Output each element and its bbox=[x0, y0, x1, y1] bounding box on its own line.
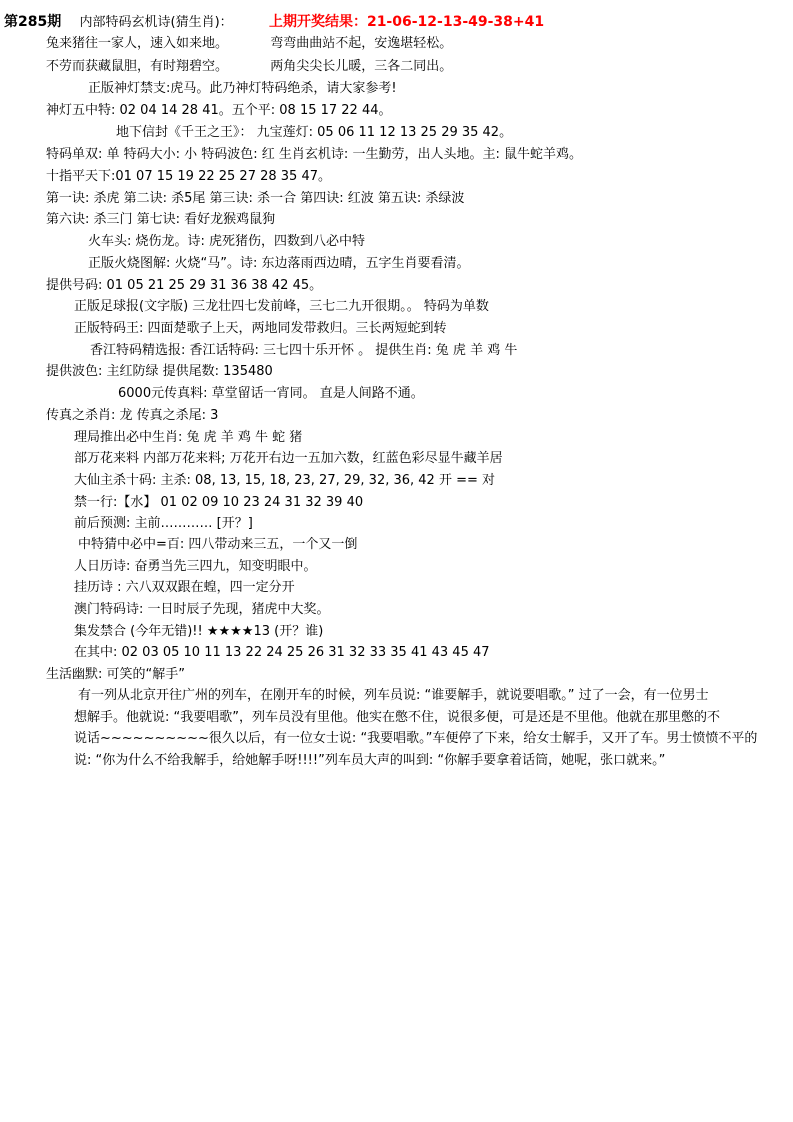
humor-line-1: 有一列从北京开往广州的列车，在刚开车的时候，列车员说: “谁要解手，就说要唱歌。” 过了一会，有一位男士 bbox=[78, 688, 709, 703]
shendeng-forbidden: 正版神灯禁支:虎马。此乃神灯特码绝杀，请大家参考! bbox=[88, 81, 397, 96]
front-back-prediction: 前后预测: 主前………… [开？] bbox=[74, 516, 253, 531]
forbidden-row: 禁一行:【水】 01 02 09 10 23 24 31 32 39 40 bbox=[74, 495, 364, 510]
poem-line-1 bbox=[46, 34, 452, 54]
macau-poem: 澳门特码诗: 一日时辰子先现，猪虎中大奖。 bbox=[74, 602, 330, 617]
poem-line-2-b: 两角尖尖长儿暖，三各二同出。 bbox=[270, 59, 453, 74]
provided-numbers: 提供号码: 01 05 21 25 29 31 36 38 42 45。 bbox=[46, 278, 323, 293]
poem-line-2-a: 不劳而获藏鼠胆，有时翔碧空。 bbox=[46, 59, 229, 74]
fire-diagram: 正版火烧图解: 火烧“马”。诗: 东边落雨西边晴，五字生肖要看清。 bbox=[88, 256, 470, 271]
fax-kill: 传真之杀肖: 龙 传真之杀尾: 3 bbox=[46, 408, 219, 423]
train-head: 火车头: 烧伤龙。诗: 虎死猪伤，四数到八必中特 bbox=[88, 234, 366, 249]
humor-line-2: 想解手。他就说: “我要唱歌”，列车员没有里他。他实在憋不住，说很多便，可是还是不里他。他就在那里憋的不 bbox=[74, 710, 720, 725]
poem-title: 内部特码玄机诗(猜生肖)： bbox=[79, 15, 233, 30]
collection-forbidden: 集发禁合 (今年无错)!! ★★★★13 (开？谁) bbox=[74, 624, 324, 639]
hundred-guess: 中特猜中必中=百: 四八带动来三五，一个又一倒 bbox=[78, 537, 358, 552]
poem-line-1-a: 兔来猪往一家人，速入如来地。 bbox=[46, 36, 229, 51]
special-code-king: 正版特码王: 四面楚歌子上天，两地同发带救归。三长两短蛇到转 bbox=[74, 321, 447, 336]
humor-line-3: 说话~~~~~~~~~~很久以后，有一位女士说: “我要唱歌。”车便停了下来，给女士解手，又开了车。男士愤愤不平的 bbox=[74, 731, 758, 746]
poem-line-2 bbox=[46, 57, 452, 77]
calendar-poem: 人日历诗: 奋勇当先三四九，知变明眼中。 bbox=[74, 559, 317, 574]
special-code-attributes: 特码单双: 单 特码大小: 小 特码波色: 红 生肖玄机诗: 一生勤劳，出人头地。主: 鼠牛蛇羊鸡。 bbox=[46, 147, 582, 162]
hongkong-selection: 香江特码精选报: 香江话特码: 三七四十乐开怀 。 提供生肖: 兔 虎 羊 鸡 牛 bbox=[90, 343, 518, 358]
bureau-zodiac: 理局推出必中生肖: 兔 虎 羊 鸡 牛 蛇 猪 bbox=[74, 430, 303, 445]
humor-title: 生活幽默: 可笑的“解手” bbox=[46, 667, 185, 682]
humor-line-4: 说: “你为什么不给我解手，给她解手呀!!!!”列车员大声的叫到: “你解手要拿着话筒，她呢，张口就来。” bbox=[74, 753, 666, 768]
tips-one-to-five: 第一诀: 杀虎 第二诀: 杀5尾 第三诀: 杀一合 第四诀: 红波 第五诀: 杀绿波 bbox=[46, 191, 465, 206]
header-row bbox=[4, 12, 544, 32]
poem-line-1-b: 弯弯曲曲站不起，安逸堪轻松。 bbox=[270, 36, 453, 51]
last-result: 上期开奖结果：21-06-12-13-49-38+41 bbox=[268, 14, 545, 30]
immortal-kill-ten: 大仙主杀十码: 主杀: 08, 13, 15, 18, 23, 27, 29, 32, 36, 42 开 == 对 bbox=[74, 473, 496, 488]
wanhua-material: 部万花来料 内部万花来料; 万花开右边一五加六数，红蓝色彩尽显牛藏羊居 bbox=[74, 451, 503, 466]
fax-material: 6000元传真料: 草堂留话一宵同。 直是人间路不通。 bbox=[118, 386, 424, 401]
wall-calendar-poem: 挂历诗 : 六八双双跟在蝗，四一定分开 bbox=[74, 580, 295, 595]
provided-colors: 提供波色: 主红防绿 提供尾数: 135480 bbox=[46, 364, 273, 379]
football-paper: 正版足球报(文字版) 三龙壮四七发前峰，三七二九开很期。。 特码为单数 bbox=[74, 299, 489, 314]
underground-envelope: 地下信封《千王之王》： 九宝莲灯: 05 06 11 12 13 25 29 35 42。 bbox=[116, 125, 513, 140]
ten-finger-numbers: 十指平天下:01 07 15 19 22 25 27 28 35 47。 bbox=[46, 169, 331, 184]
among-numbers: 在其中: 02 03 05 10 11 13 22 24 25 26 31 32 33 35 41 43 45 47 bbox=[74, 645, 490, 660]
tips-six-seven: 第六诀: 杀三门 第七诀: 看好龙猴鸡鼠狗 bbox=[46, 212, 276, 227]
shendeng-five: 神灯五中特: 02 04 14 28 41。五个平: 08 15 17 22 44。 bbox=[46, 103, 392, 118]
issue-number: 第285期 bbox=[4, 14, 62, 30]
